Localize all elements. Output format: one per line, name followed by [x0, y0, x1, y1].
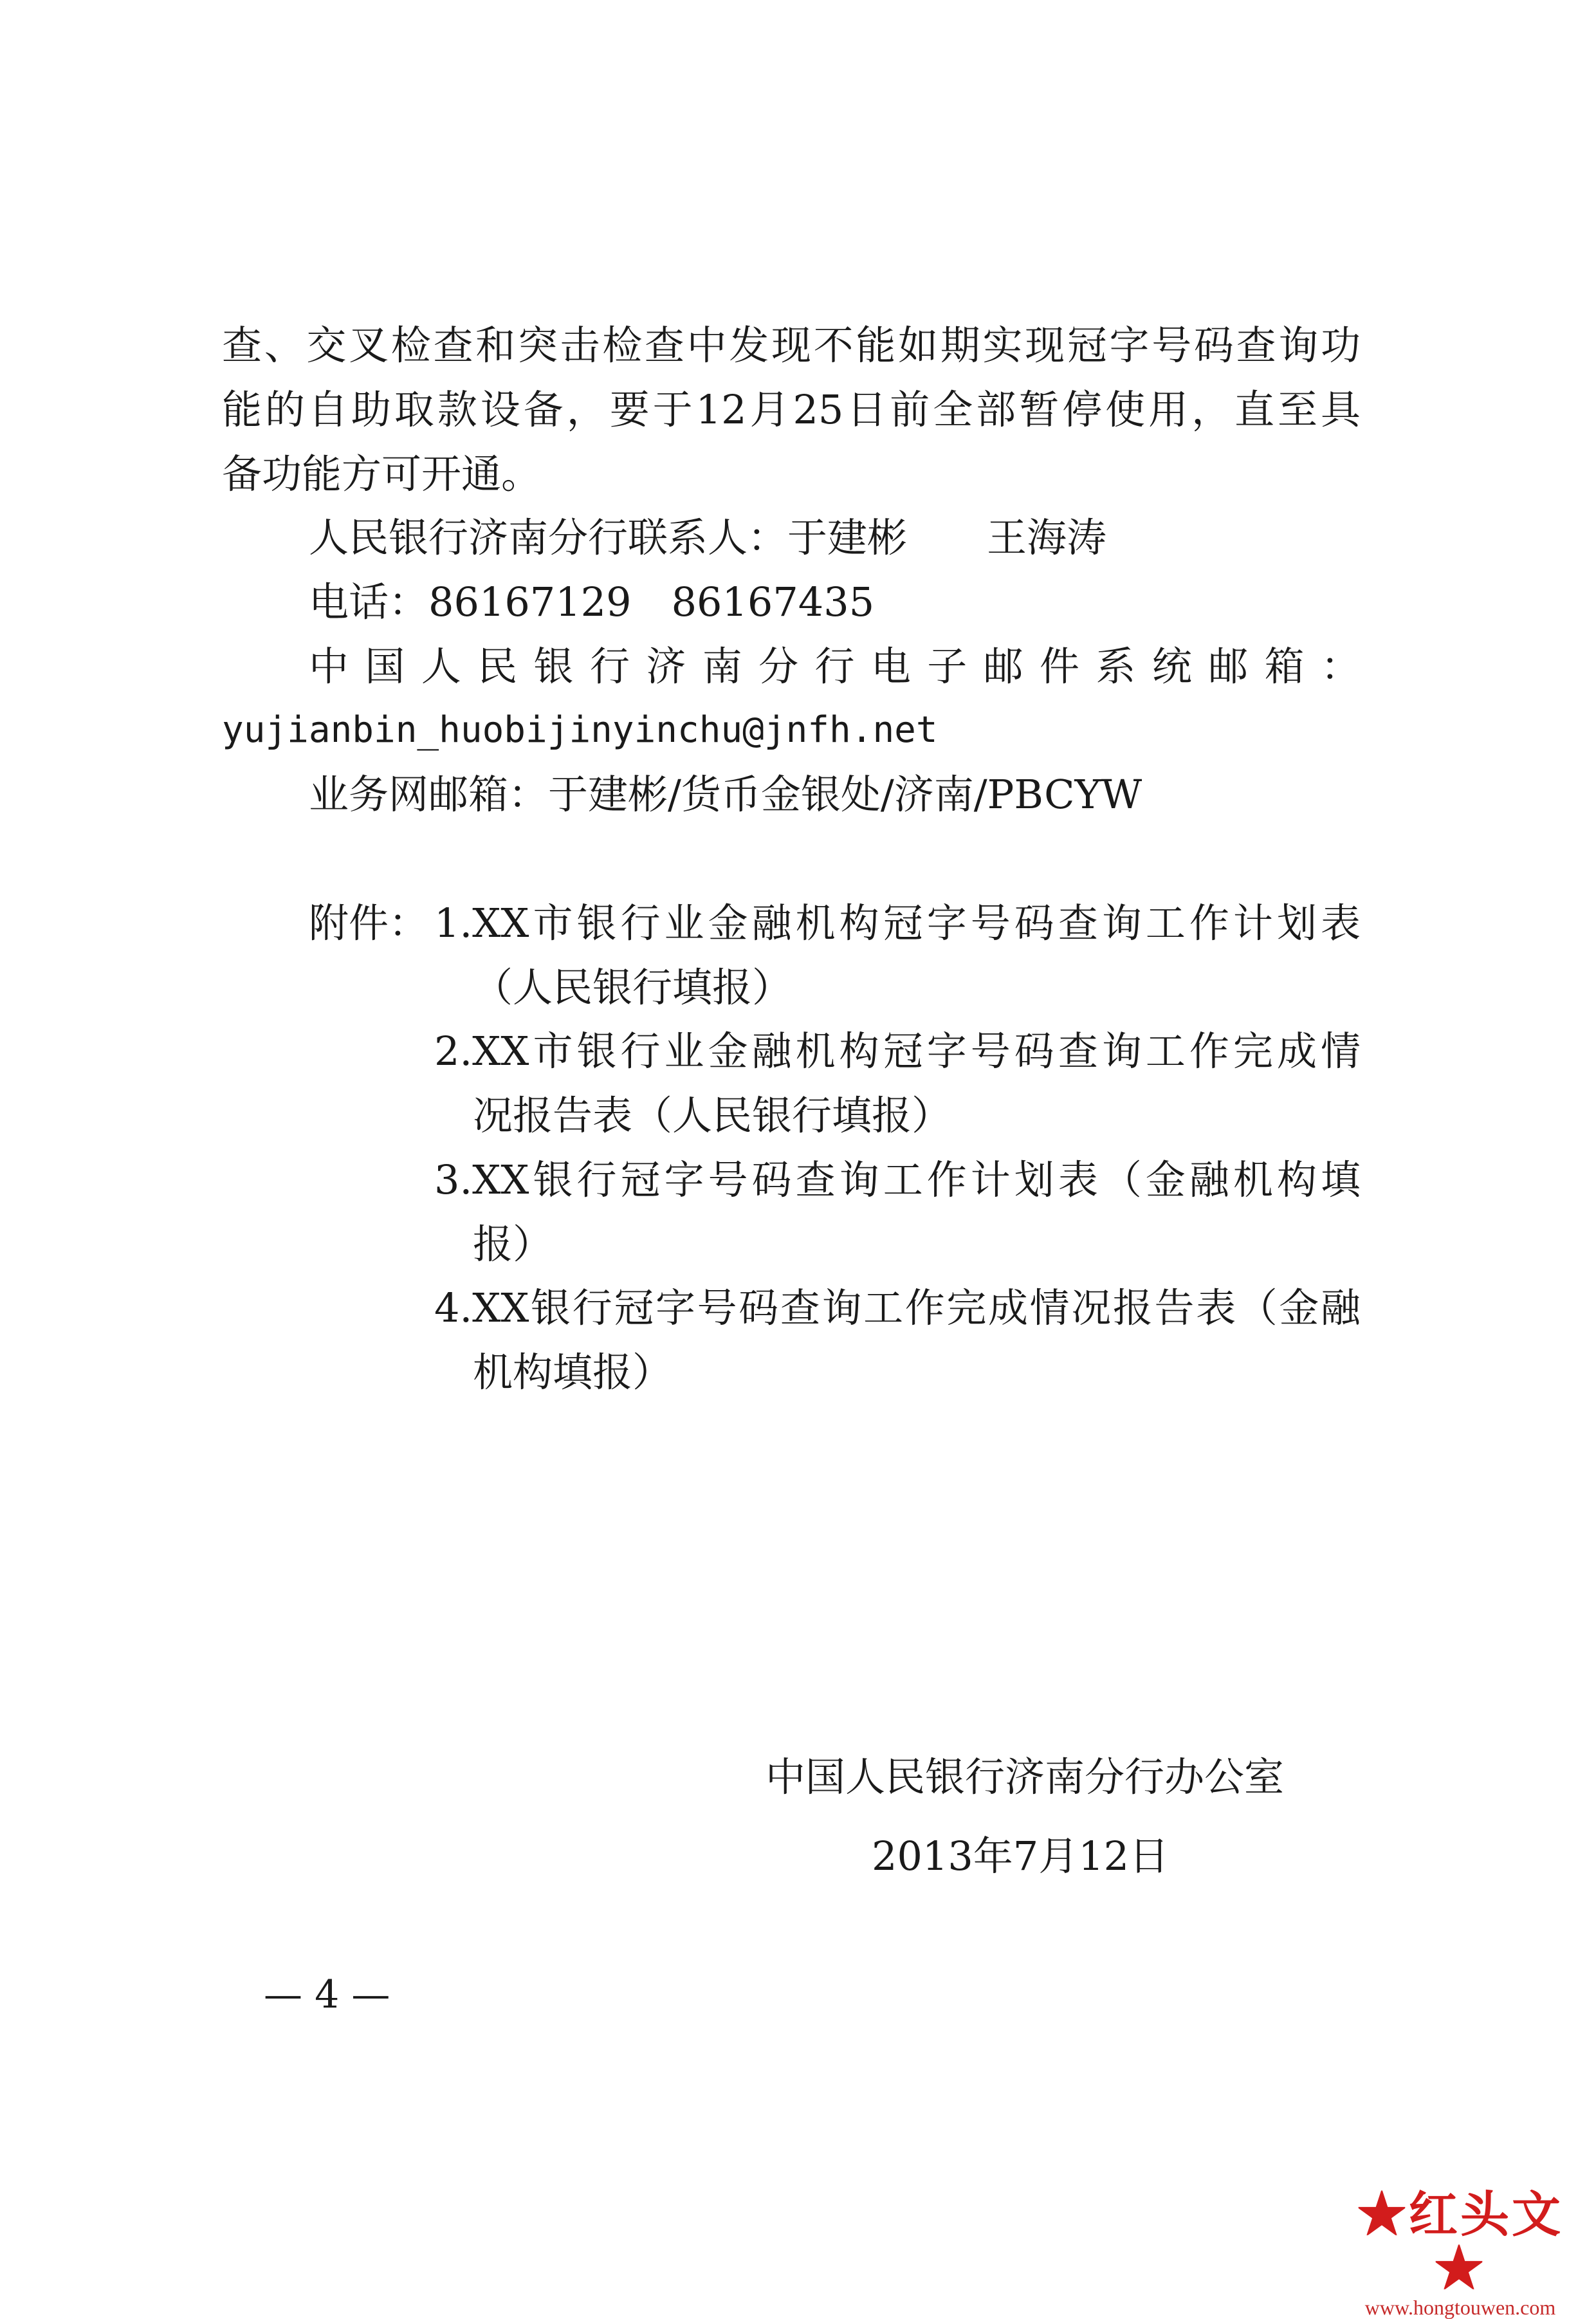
business-mail: 业务网邮箱：于建彬/货币金银处/济南/PBCYW: [309, 771, 1142, 818]
watermark-url[interactable]: www.hongtouwen.com: [1364, 2296, 1556, 2319]
watermark-title: ★红头文★: [1357, 2186, 1563, 2297]
body-line-3: 备功能方可开通。: [222, 450, 542, 497]
attachment-item-4: 4.XX银行冠字号码查询工作完成情况报告表（金融: [434, 1284, 1361, 1331]
attachment-item-2: 2.XX市银行业金融机构冠字号码查询工作完成情: [434, 1028, 1361, 1075]
attachment-item-3-cont: 报）: [473, 1221, 553, 1268]
attachment-item-4-cont: 机构填报）: [473, 1349, 673, 1396]
email-label: 中国人民银行济南分行电子邮件系统邮箱：: [309, 643, 1361, 690]
attachment-item-3: 3.XX银行冠字号码查询工作计划表（金融机构填: [434, 1156, 1361, 1203]
watermark: [1338, 2188, 1582, 2319]
body-line-1: 查、交叉检查和突击检查中发现不能如期实现冠字号码查询功: [222, 322, 1361, 369]
attachment-item-1-cont: （人民银行填报）: [473, 964, 793, 1011]
attachment-label: 附件：: [309, 900, 429, 947]
issuer-name: 中国人民银行济南分行办公室: [766, 1753, 1285, 1800]
contact-persons: 人民银行济南分行联系人：于建彬 王海涛: [309, 514, 1107, 561]
page-number: — 4 —: [264, 1972, 390, 2017]
issue-date: 2013年7月12日: [872, 1833, 1169, 1880]
contact-phone: 电话：86167129 86167435: [309, 578, 875, 625]
email-address: yujianbin_huobijinyinchu@jnfh.net: [222, 709, 938, 751]
body-line-2: 能的自助取款设备，要于12月25日前全部暂停使用，直至具: [222, 386, 1361, 433]
attachment-item-1: 1.XX市银行业金融机构冠字号码查询工作计划表: [434, 900, 1361, 947]
attachment-item-2-cont: 况报告表（人民银行填报）: [473, 1092, 952, 1139]
